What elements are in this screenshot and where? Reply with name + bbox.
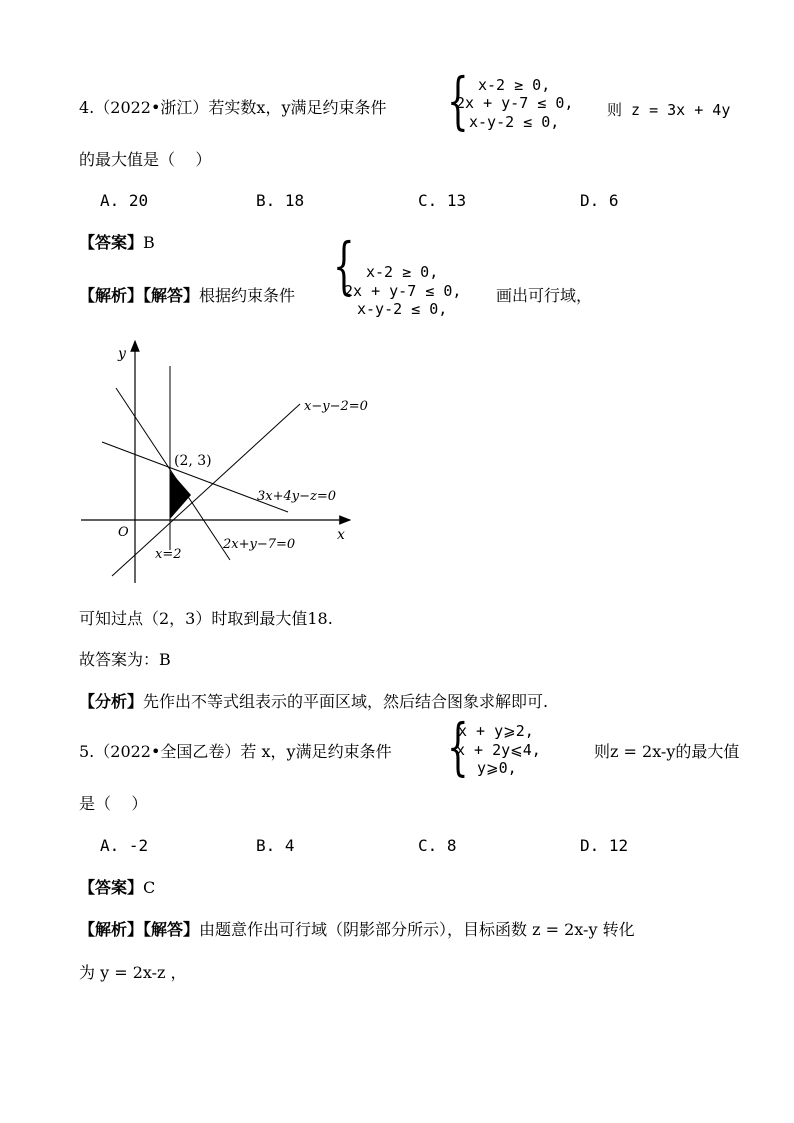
label-x-minus-y-minus-2: x−y−2=0 [304,399,368,414]
q4-analysis [79,286,295,306]
q4-analysis-constraint-3: x-y-2 ≤ 0, [357,300,448,318]
q5-option-c: C. 8 [418,836,457,855]
q5-option-d: D. 12 [580,836,629,855]
q4-note [79,692,548,712]
q4-analysis-text2: 画出可行域， [496,286,593,305]
y-axis-label: y [118,346,126,362]
q4-analysis-constraint-2: 2x + y-7 ≤ 0, [344,282,462,300]
q5-option-b: B. 4 [256,836,295,855]
q4-note-text: 先作出不等式组表示的平面区域，然后结合图象求解即可. [143,692,549,711]
feasible-region [170,471,191,519]
q4-final: 故答案为：B [79,650,171,669]
q4-answer-label: 【答案】 [79,233,144,252]
q4-brace: { [447,64,469,137]
q4-constraint-3: x-y-2 ≤ 0, [469,113,560,131]
q5-answer [79,878,155,898]
q5-stem-part1: 5.（2022•全国乙卷）若 x，y满足约束条件 [79,742,392,761]
line-2x-plus-y-minus-7 [116,388,230,560]
q5-constraint-3: y⩾0, [477,759,517,777]
q4-analysis-label: 【解析】【解答】 [79,286,200,305]
feasible-region-figure [78,338,378,588]
q5-analysis-label: 【解析】【解答】 [79,920,200,939]
q4-answer-value: B [143,233,155,252]
q4-analysis-brace: { [333,229,355,302]
x-axis-label: x [337,527,345,543]
q4-option-a: A. 20 [100,191,149,210]
q5-constraint-1: x + y⩾2, [458,722,534,740]
q4-stem-part1: 4.（2022•浙江）若实数x，y满足约束条件 [79,98,387,117]
q4-conclusion: 可知过点（2，3）时取到最大值18. [79,609,333,628]
origin-label: O [118,525,129,540]
q4-analysis-constraint-1: x-2 ≥ 0, [366,263,439,281]
q5-analysis-line2: 为 y = 2x-z ， [79,963,187,982]
q4-note-label: 【分析】 [79,692,144,711]
q5-stem-line2: 是（ ） [79,794,148,813]
q5-analysis [79,920,635,940]
q4-stem-line2: 的最大值是（ ） [79,150,212,169]
point-label: (2, 3) [174,453,212,469]
q5-constraint-2: x + 2y⩽4, [456,741,541,759]
q4-option-d: D. 6 [580,191,619,210]
q4-stem-part2: 则 z = 3x + 4y [607,101,731,119]
q4-analysis-text1: 根据约束条件 [199,286,296,305]
q5-brace: { [447,710,469,783]
q4-option-c: C. 13 [418,191,467,210]
q4-option-b: B. 18 [256,191,305,210]
q4-answer [79,233,155,253]
q5-answer-label: 【答案】 [79,878,144,897]
label-objective: 3x+4y−z=0 [257,489,337,504]
q4-constraint-2: 2x + y-7 ≤ 0, [456,94,574,112]
q4-constraint-1: x-2 ≥ 0, [478,76,551,94]
label-x-eq-2: x=2 [155,547,182,562]
label-2x-plus-y-minus-7: 2x+y−7=0 [223,537,296,552]
q5-stem-part2: 则z = 2x-y的最大值 [594,742,740,761]
q5-answer-value: C [143,878,156,897]
q5-analysis-text: 由题意作出可行域（阴影部分所示），目标函数 z = 2x-y 转化 [199,920,635,939]
q5-option-a: A. -2 [100,836,149,855]
